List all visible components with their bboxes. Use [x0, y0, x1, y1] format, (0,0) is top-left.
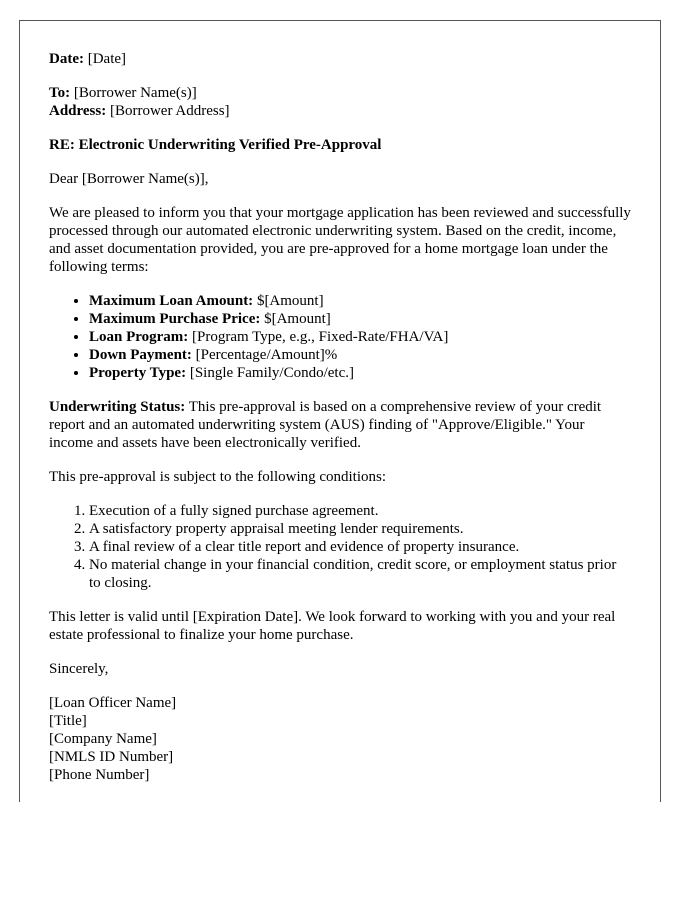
term-value: $[Amount]: [264, 311, 331, 327]
term-label: Down Payment:: [89, 347, 192, 363]
recipient-block: [49, 84, 631, 120]
to-value: [Borrower Name(s)]: [73, 85, 197, 101]
date-line: [49, 50, 631, 68]
list-item: [89, 292, 631, 310]
signature-block: [49, 694, 631, 784]
conditions-intro: This pre-approval is subject to the following conditions:: [49, 469, 387, 485]
officer-name: [Loan Officer Name]: [49, 695, 177, 711]
officer-title: [Title]: [49, 713, 87, 729]
subject-line: [49, 136, 631, 154]
intro-paragraph: We are pleased to inform you that your mortgage application has been reviewed and successfully processed through our automated electronic underwriting system. Based on the credit, income, and asset documentation provided, you are pre-approved for a home mortgage loan under the following terms:: [49, 205, 631, 275]
term-value: [Percentage/Amount]%: [195, 347, 338, 363]
list-item: [89, 328, 631, 346]
list-item: [89, 310, 631, 328]
phone-number: [Phone Number]: [49, 767, 150, 783]
subject-text: RE: Electronic Underwriting Verified Pre-Approval: [49, 137, 382, 153]
to-label: To:: [49, 85, 71, 101]
terms-list: [49, 292, 631, 382]
term-value: [Program Type, e.g., Fixed-Rate/FHA/VA]: [192, 329, 449, 345]
list-item: 4. No material change in your financial condition, credit score, or employment status prior to closing.: [89, 556, 631, 592]
term-label: Maximum Loan Amount:: [89, 293, 254, 309]
list-item: 2. A satisfactory property appraisal meeting lender requirements.: [89, 520, 631, 538]
closing-paragraph: This letter is valid until [Expiration Date]. We look forward to working with you and your real estate professional to finalize your home purchase.: [49, 609, 616, 643]
to-line: [49, 84, 631, 102]
term-label: Property Type:: [89, 365, 187, 381]
list-item: 1. Execution of a fully signed purchase agreement.: [89, 502, 631, 520]
list-item: [89, 346, 631, 364]
term-label: Maximum Purchase Price:: [89, 311, 261, 327]
address-value: [Borrower Address]: [109, 103, 230, 119]
list-item: [89, 364, 631, 382]
nmls-id: [NMLS ID Number]: [49, 749, 174, 765]
status-text: This pre-approval is based on a comprehensive review of your credit report and an automated underwriting system (AUS) finding of "Approve/Eligible." Your income and assets have been electronically verified.: [49, 399, 602, 451]
term-value: [Single Family/Condo/etc.]: [189, 365, 354, 381]
address-label: Address:: [49, 103, 107, 119]
status-paragraph: [49, 398, 631, 452]
conditions-list: [49, 502, 631, 592]
list-item: 3. A final review of a clear title report and evidence of property insurance.: [89, 538, 631, 556]
status-label: Underwriting Status:: [49, 399, 186, 415]
salutation: Dear [Borrower Name(s)],: [49, 171, 209, 187]
letter-page: [19, 20, 661, 802]
company-name: [Company Name]: [49, 731, 157, 747]
address-line: [49, 102, 631, 120]
term-value: $[Amount]: [256, 293, 324, 309]
term-label: Loan Program:: [89, 329, 189, 345]
date-label: Date:: [49, 51, 84, 67]
signoff: Sincerely,: [49, 661, 109, 677]
date-value: [Date]: [87, 51, 127, 67]
